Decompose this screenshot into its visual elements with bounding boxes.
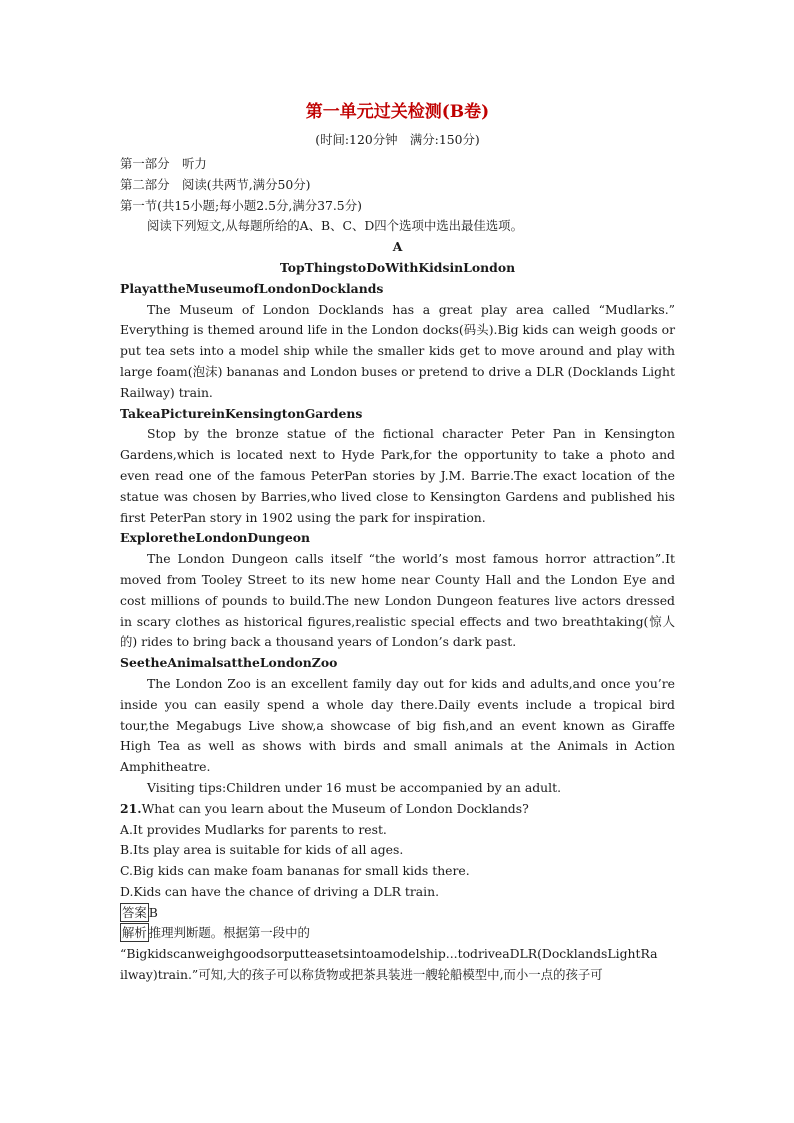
document-page	[120, 100, 675, 986]
analysis-explanation: ilway)train.”可知,大的孩子可以称货物或把茶具装进一艘轮船模型中,而小一点的孩子可	[120, 967, 603, 983]
section-heading-docklands: PlayattheMuseumofLondonDocklands	[120, 280, 384, 296]
answer-line	[120, 903, 675, 924]
option-d: D.Kids can have the chance of driving a DLR train.	[120, 883, 440, 899]
option-b: B.Its play area is suitable for kids of all ages.	[120, 842, 404, 858]
question-stem: What can you learn about the Museum of London Docklands?	[141, 800, 529, 816]
analysis-quote: “Bigkidscanweighgoodsorputteasetsintoamodelship...todriveaDLR(DocklandsLightRa	[120, 946, 658, 962]
analysis-tag: 解析	[122, 925, 147, 941]
paragraph-zoo: The London Zoo is an excellent family day out for kids and adults,and once you’re inside you can easily spend a whole day there.Daily events include a tropical bird tour,the Megabugs Live show,a showcase of big fish,and an event known as Giraffe High Tea as well as shows with birds and small animals at the Animals in Action Amphitheatre.	[120, 675, 675, 775]
paragraph-docklands: The Museum of London Docklands has a great play area called “Mudlarks.” Everything is themed around life in the London docks(码头).Big kids can weigh goods or put tea sets into a model ship while the smaller kids get to move around and play with large foam(泡沫) bananas and London buses or pretend to drive a DLR (Docklands Light Railway) train.	[120, 301, 675, 400]
part-one-heading: 第一部分 听力	[120, 156, 207, 171]
reading-instruction: 阅读下列短文,从每题所给的A、B、C、D四个选项中选出最佳选项。	[147, 218, 523, 234]
page-title: 第一单元过关检测(B卷)	[305, 102, 490, 122]
analysis-text: 推理判断题。根据第一段中的	[148, 925, 310, 941]
section-heading-kensington: TakeaPictureinKensingtonGardens	[120, 405, 363, 421]
option-a: A.It provides Mudlarks for parents to rest.	[120, 821, 387, 837]
analysis-line	[120, 923, 675, 944]
paragraph-dungeon: The London Dungeon calls itself “the world’s most famous horror attraction”.It moved from Tooley Street to its new home near County Hall and the London Eye and cost millions of pounds to build.The new London Dungeon features live actors dressed in scary clothes as historical figures,realistic special effects and two breathtaking(惊人的) rides to bring back a thousand years of London’s dark past.	[120, 551, 675, 650]
section-one-heading: 第一节(共15小题;每小题2.5分,满分37.5分)	[120, 197, 362, 213]
question-number: 21.	[120, 800, 142, 816]
passage-title: TopThingstoDoWithKidsinLondon	[279, 259, 516, 275]
answer-tag: 答案	[122, 904, 147, 920]
option-c: C.Big kids can make foam bananas for small kids there.	[120, 863, 470, 879]
answer-value: B	[148, 904, 158, 920]
section-heading-zoo: SeetheAnimalsattheLondonZoo	[120, 655, 338, 671]
exam-time-score: (时间:120分钟 满分:150分)	[315, 132, 480, 147]
visiting-tips: Visiting tips:Children under 16 must be accompanied by an adult.	[147, 779, 562, 795]
passage-letter: A	[392, 239, 403, 255]
part-two-heading: 第二部分 阅读(共两节,满分50分)	[120, 176, 311, 192]
section-heading-dungeon: ExploretheLondonDungeon	[120, 530, 310, 546]
paragraph-kensington: Stop by the bronze statue of the fictional character Peter Pan in Kensington Gardens,which is located next to Hyde Park,for the opportunity to take a photo and even read one of the famous PeterPan stories by J.M. Barrie.The exact location of the statue was chosen by Barries,who lived close to Kensington Gardens and published his first PeterPan story in 1902 using the park for inspiration.	[120, 426, 675, 525]
question-21	[120, 799, 675, 820]
